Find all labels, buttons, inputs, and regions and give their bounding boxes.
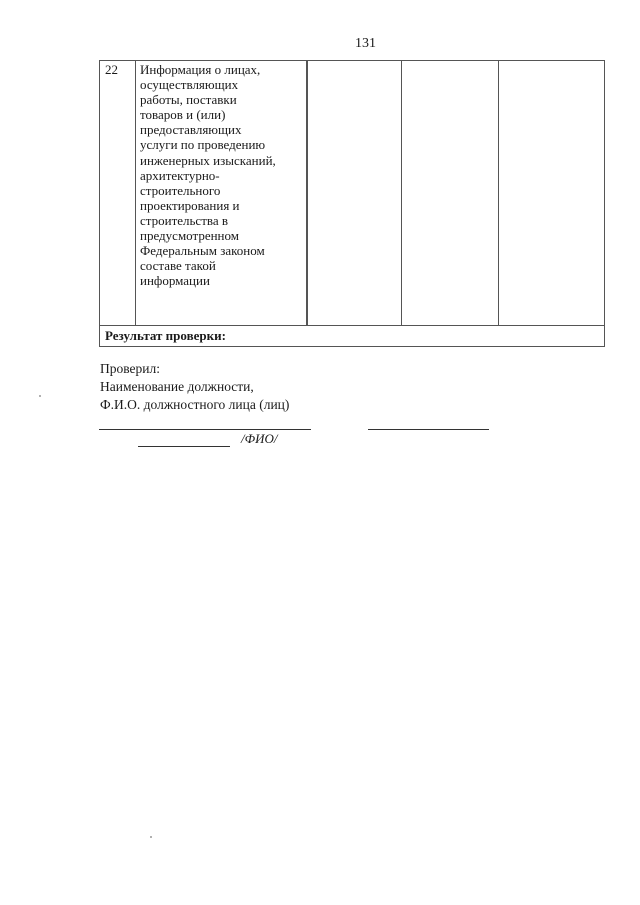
row-description-line: строительства в (140, 212, 229, 228)
position-signature-line (99, 429, 311, 430)
row-description-line: составе такой (140, 258, 216, 274)
row-description-line: работы, поставки (140, 92, 237, 108)
row-number: 22 (100, 61, 136, 325)
table-row (100, 61, 604, 326)
row-description-line: предусмотренном (140, 228, 239, 244)
empty-cell (499, 61, 604, 325)
row-description-line: осуществляющих (140, 77, 239, 93)
row-description-line: предоставляющих (140, 122, 242, 138)
signature-block (100, 360, 289, 414)
row-description-line: строительного (140, 182, 221, 198)
row-description-line: информации (140, 273, 210, 289)
scan-speck (39, 395, 41, 397)
row-description-line: Информация о лицах, (140, 62, 261, 77)
row-description-line: проектирования и (140, 197, 240, 213)
row-description (136, 61, 308, 325)
checked-by-label: Проверил: (100, 361, 160, 376)
empty-cell (308, 61, 402, 325)
row-description-line: Федеральным законом (140, 243, 265, 259)
row-description-line: инженерных изысканий, (140, 152, 276, 168)
fio-label: /ФИО/ (241, 431, 278, 446)
row-description-line: товаров и (или) (140, 107, 226, 123)
scan-speck (150, 836, 152, 838)
result-label: Результат проверки: (105, 328, 226, 343)
signature-line (368, 429, 489, 430)
official-name-label: Ф.И.О. должностного лица (лиц) (100, 397, 290, 412)
page-number: 131 (355, 36, 376, 51)
position-label: Наименование должности, (100, 379, 254, 394)
empty-cell (402, 61, 499, 325)
initials-line (138, 446, 230, 447)
row-description-line: архитектурно- (140, 167, 220, 183)
row-description-line: услуги по проведению (140, 137, 266, 153)
check-table (99, 60, 605, 347)
